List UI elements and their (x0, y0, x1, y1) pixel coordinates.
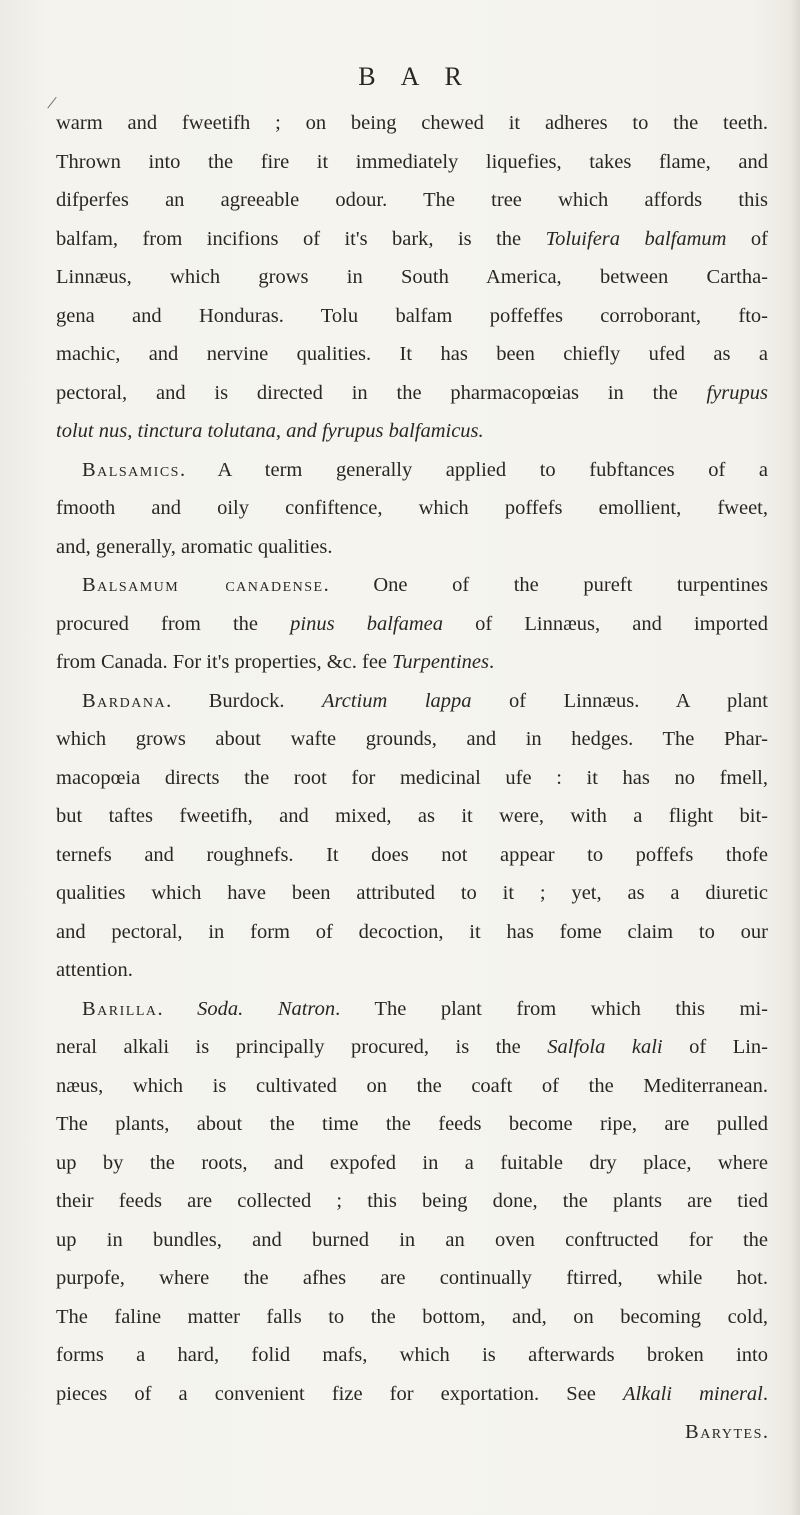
text-line: which grows about wafte grounds, and in hedges. The Phar- (56, 728, 768, 750)
text-line: qualities which have been attributed to it ; yet, as a diuretic (56, 882, 768, 904)
body-text (56, 104, 768, 1452)
text-line: Balsamum canadense. One of the pureft turpentines (82, 574, 768, 596)
text-line: Thrown into the fire it immediately liquefies, takes flame, and (56, 150, 768, 173)
text-line: macopœia directs the root for medicinal ufe : it has no fmell, (56, 766, 768, 789)
text-line: næus, which is cultivated on the coaft of the Mediterranean. (56, 1074, 768, 1097)
text-line: Balsamics. A term generally applied to fubftances of a (82, 458, 768, 481)
entry-headword: Barilla (82, 997, 158, 1020)
text-line: fmooth and oily confiftence, which poffefs emollient, fweet, (56, 497, 768, 519)
text-line: but taftes fweetifh, and mixed, as it were, with a flight bit- (56, 805, 768, 827)
text-line: neral alkali is principally procured, is the Salfola kali of Lin- (56, 1036, 769, 1058)
text-line: balfam, from incifions of it's bark, is the Toluifera balfamum of (56, 227, 769, 250)
text-line: machic, and nervine qualities. It has been chiefly ufed as a (56, 343, 768, 365)
entry-headword: Balsamum canadense (82, 574, 324, 596)
latin-name: Salfola kali (547, 1036, 663, 1058)
text-line: procured from the pinus balfamea of Linnæus, and imported (56, 612, 768, 635)
latin-name: fyrupus (706, 381, 768, 404)
text-line: tolut nus, tinctura tolutana, and fyrupus balfamicus. (56, 420, 484, 442)
synonyms: Soda. Natron (197, 997, 336, 1020)
text-line: The plants, about the time the feeds become ripe, are pulled (56, 1113, 768, 1135)
text-line: pectoral, and is directed in the pharmacopœias in the fyrupus (56, 381, 768, 404)
text-line: Bardana. Burdock. Arctium lappa of Linnæus. A plant (82, 689, 768, 712)
text-line: up in bundles, and burned in an oven conftructed for the (56, 1228, 768, 1251)
entry-headword: Balsamics (82, 458, 180, 481)
entry-headword: Bardana (82, 689, 167, 712)
text-line: up by the roots, and expofed in a fuitable dry place, where (56, 1151, 768, 1174)
page-edge-shadow (790, 0, 800, 1515)
text-line: their feeds are collected ; this being done, the plants are tied (56, 1190, 768, 1212)
text-line: The faline matter falls to the bottom, and, on becoming cold, (56, 1305, 768, 1328)
latin-name: pinus balfamea (290, 612, 444, 635)
text-line: pieces of a convenient fize for exportation. See Alkali mineral. (56, 1382, 768, 1405)
text-line: from Canada. For it's properties, &c. fee Turpentines. (56, 651, 495, 673)
text-line: warm and fweetifh ; on being chewed it adheres to the teeth. (56, 112, 768, 134)
text-line: and pectoral, in form of decoction, it has fome claim to our (56, 920, 768, 943)
text-line: attention. (56, 959, 133, 981)
text-line: gena and Honduras. Tolu balfam poffeffes corroborant, fto- (56, 304, 768, 327)
cross-reference: Turpentines (392, 651, 489, 673)
latin-name: Toluifera balfamum (545, 227, 727, 250)
text-line: ternefs and roughnefs. It does not appear to poffefs thofe (56, 843, 768, 866)
text-line: purpofe, where the afhes are continually ftirred, while hot. (56, 1267, 768, 1289)
text-line: and, generally, aromatic qualities. (56, 535, 333, 558)
catchword: Barytes. (685, 1421, 768, 1443)
text-line: Barilla. Soda. Natron. The plant from which this mi- (82, 997, 768, 1020)
text-line: difperfes an agreeable odour. The tree which affords this (56, 189, 768, 211)
text-line: forms a hard, folid mafs, which is afterwards broken into (56, 1344, 768, 1366)
latin-name: Arctium lappa (322, 689, 472, 712)
cross-reference: Alkali mineral (623, 1382, 763, 1405)
text-line: Linnæus, which grows in South America, between Cartha- (56, 266, 768, 288)
running-head: B A R (358, 62, 472, 91)
